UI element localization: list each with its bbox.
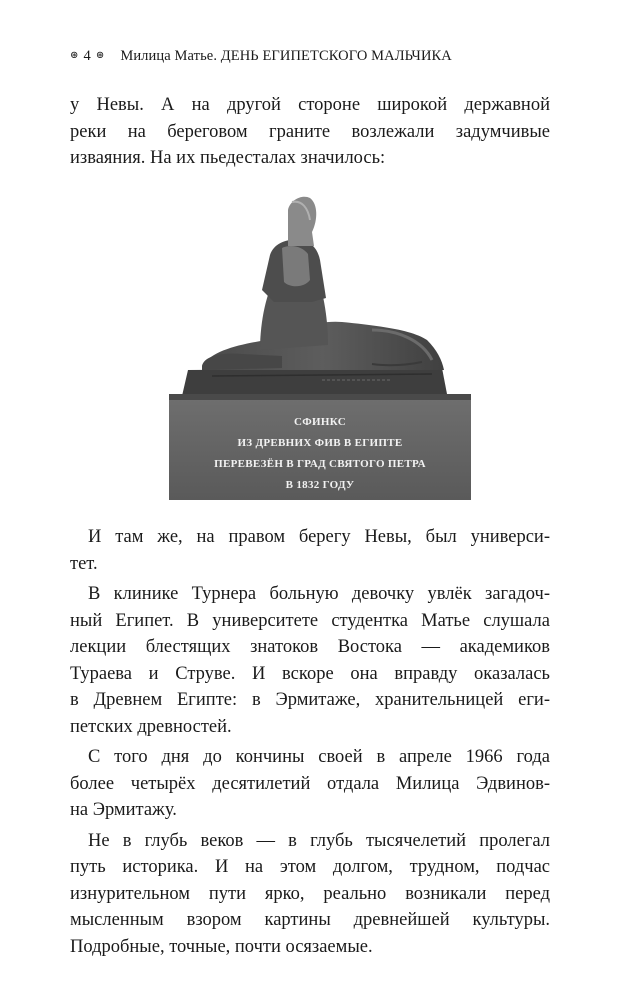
- plinth-inscription: [169, 412, 471, 496]
- text-line: В клинике Турнера больную девочку увлёк загадоч-: [88, 584, 550, 604]
- text-line: реки на береговом граните возлежали задумчивые: [70, 121, 550, 142]
- paragraph: [70, 581, 550, 740]
- text-line: лекции блестящих знатоков Востока — академиков: [70, 637, 550, 657]
- paragraph: [70, 524, 550, 577]
- running-header: [70, 48, 550, 65]
- text-line: мысленным взором картины древнейшей культуры.: [70, 910, 550, 930]
- text-line: И там же, на правом берегу Невы, был универси-: [88, 527, 550, 547]
- text-line: Подробные, точные, почти осязаемые.: [70, 936, 373, 957]
- text-line: петских древностей.: [70, 716, 232, 737]
- inscription-line: ИЗ ДРЕВНИХ ФИВ В ЕГИПТЕ: [237, 437, 403, 449]
- paragraph: [70, 828, 550, 961]
- text-line: в Древнем Египте: в Эрмитаже, хранительницей еги-: [70, 690, 550, 710]
- paragraph-top: [70, 92, 550, 172]
- ornament-right-icon: ⊛: [95, 50, 105, 61]
- text-line: у Невы. А на другой стороне широкой державной: [70, 95, 550, 115]
- sphinx-figure: [142, 180, 498, 506]
- text-line: ный Египет. В университете студентка Матье слушала: [70, 610, 550, 631]
- text-line: изваяния. На их пьедесталах значилось:: [70, 148, 386, 168]
- text-line: изнурительном пути ярко, реально возникали перед: [70, 883, 550, 904]
- inscription-line: ПЕРЕВЕЗЁН В ГРАД СВЯТОГО ПЕТРА: [214, 458, 426, 470]
- text-line: на Эрмитажу.: [70, 800, 177, 820]
- text-line: более четырёх десятилетий отдала Милица Эдвинов-: [70, 773, 550, 794]
- body-text: [70, 524, 550, 960]
- paragraph: [70, 744, 550, 824]
- text-line: путь историка. И на этом долгом, трудном, подчас: [70, 857, 550, 877]
- text-line: тет.: [70, 553, 98, 574]
- ornament-left-icon: ⊛: [70, 50, 79, 61]
- text-line: Тураева и Струве. И вскоре она вправду оказалась: [70, 663, 550, 684]
- text-line: Не в глубь веков — в глубь тысячелетий пролегал: [88, 830, 550, 851]
- running-title: Милица Матье. ДЕНЬ ЕГИПЕТСКОГО МАЛЬЧИКА: [120, 48, 452, 64]
- text-line: С того дня до кончины своей в апреле 1966 года: [88, 747, 550, 767]
- inscription-line: СФИНКС: [294, 416, 346, 428]
- page-number: 4: [83, 48, 91, 64]
- inscription-line: В 1832 ГОДУ: [285, 479, 355, 491]
- paragraph: [70, 92, 550, 172]
